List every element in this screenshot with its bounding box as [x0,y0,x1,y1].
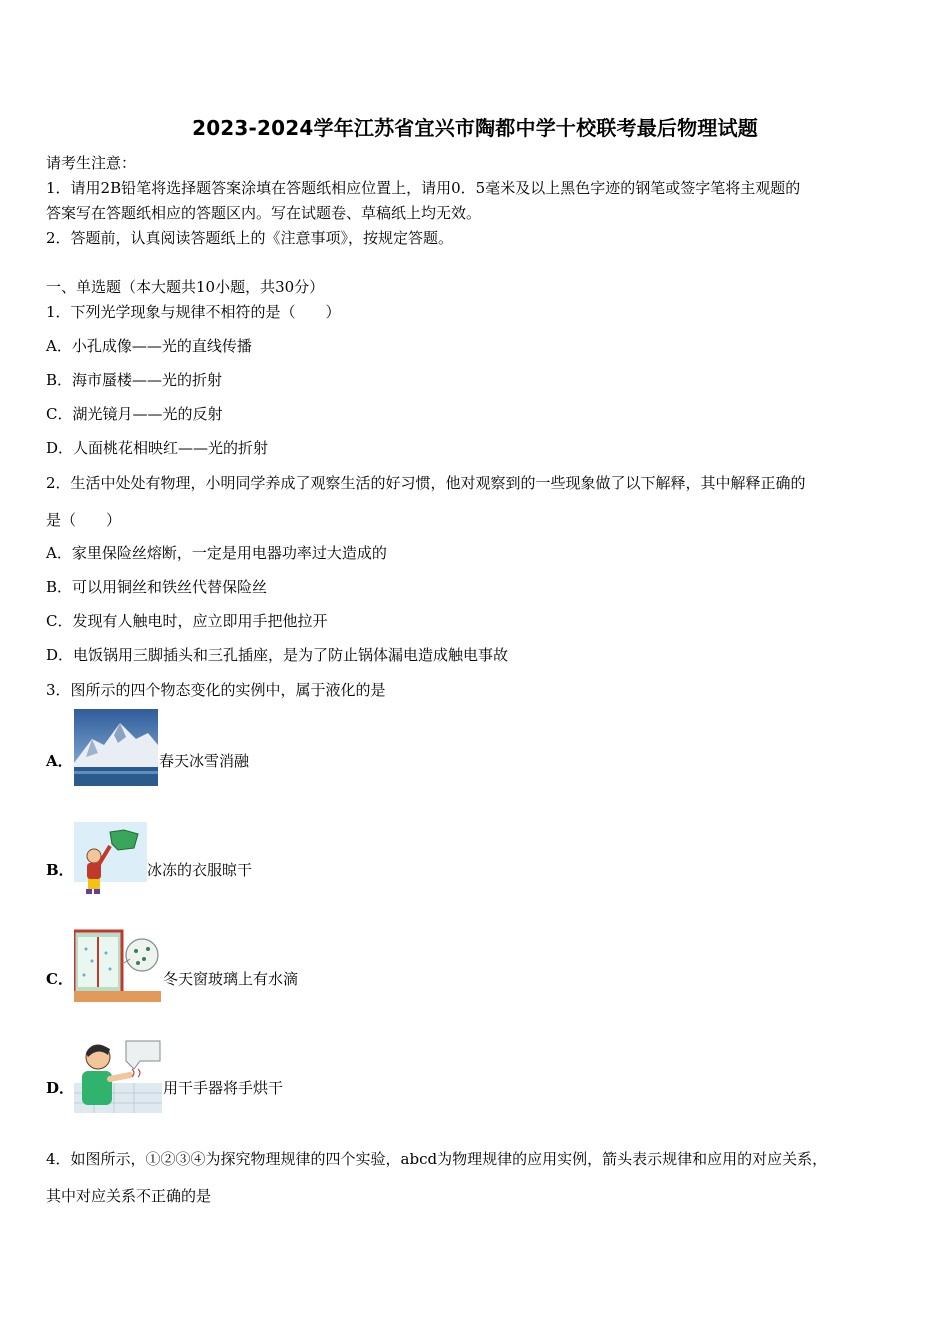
notice-line-1a: 1．请用2B铅笔将选择题答案涂填在答题纸相应位置上，请用0．5毫米及以上黑色字迹的钢笔或签字笔将主观题的 [46,179,801,197]
notice-line-1b: 答案写在答题纸相应的答题区内。写在试题卷、草稿纸上均无效。 [46,204,482,222]
question-3-option-d-text: 用干手器将手烘干 [163,1079,284,1097]
question-1-option-d: D．人面桃花相映红——光的折射 [46,439,269,457]
question-3-option-a-label: A． [46,752,73,770]
section-heading: 一、单选题（本大题共10小题，共30分） [46,278,325,296]
question-2-option-a: A．家里保险丝熔断，一定是用电器功率过大造成的 [46,544,387,562]
frozen-clothes-image [74,822,147,900]
question-2-stem-a: 2．生活中处处有物理，小明同学养成了观察生活的好习惯，他对观察到的一些现象做了以下解释，其中解释正确的 [46,474,806,492]
question-1-option-c: C．湖光镜月——光的反射 [46,405,223,423]
question-4-stem-b: 其中对应关系不正确的是 [46,1187,212,1205]
hand-dryer-image [74,1035,162,1113]
question-2-stem-b: 是（ ） [46,511,122,529]
question-3-stem: 3．图所示的四个物态变化的实例中，属于液化的是 [46,681,386,699]
question-2-option-d: D．电饭锅用三脚插头和三孔插座，是为了防止锅体漏电造成触电事故 [46,646,509,664]
question-2-option-c: C．发现有人触电时，应立即用手把他拉开 [46,612,328,630]
notice-heading: 请考生注意： [46,154,137,172]
question-4-stem-a: 4．如图所示，①②③④为探究物理规律的四个实验，abcd为物理规律的应用实例，箭头表示规律和应用的对应关系， [46,1150,828,1168]
window-droplets-image [74,929,161,1002]
question-2-option-b: B．可以用铜丝和铁丝代替保险丝 [46,578,268,596]
question-3-option-b-text: 冰冻的衣服晾干 [147,861,253,879]
question-3-option-b-label: B． [46,861,74,879]
question-3-option-c-label: C． [46,970,73,988]
question-1-option-b: B．海市蜃楼——光的折射 [46,371,223,389]
question-3-option-d-label: D． [46,1079,75,1097]
snow-mountain-image [74,709,158,786]
question-3-option-a-text: 春天冰雪消融 [159,752,250,770]
question-1-option-a: A．小孔成像——光的直线传播 [46,337,252,355]
notice-line-2: 2．答题前，认真阅读答题纸上的《注意事项》，按规定答题。 [46,229,454,247]
page-title: 2023-2024学年江苏省宜兴市陶都中学十校联考最后物理试题 [192,116,758,140]
question-3-option-c-text: 冬天窗玻璃上有水滴 [163,970,299,988]
question-1-stem: 1．下列光学现象与规律不相符的是（ ） [46,303,341,321]
